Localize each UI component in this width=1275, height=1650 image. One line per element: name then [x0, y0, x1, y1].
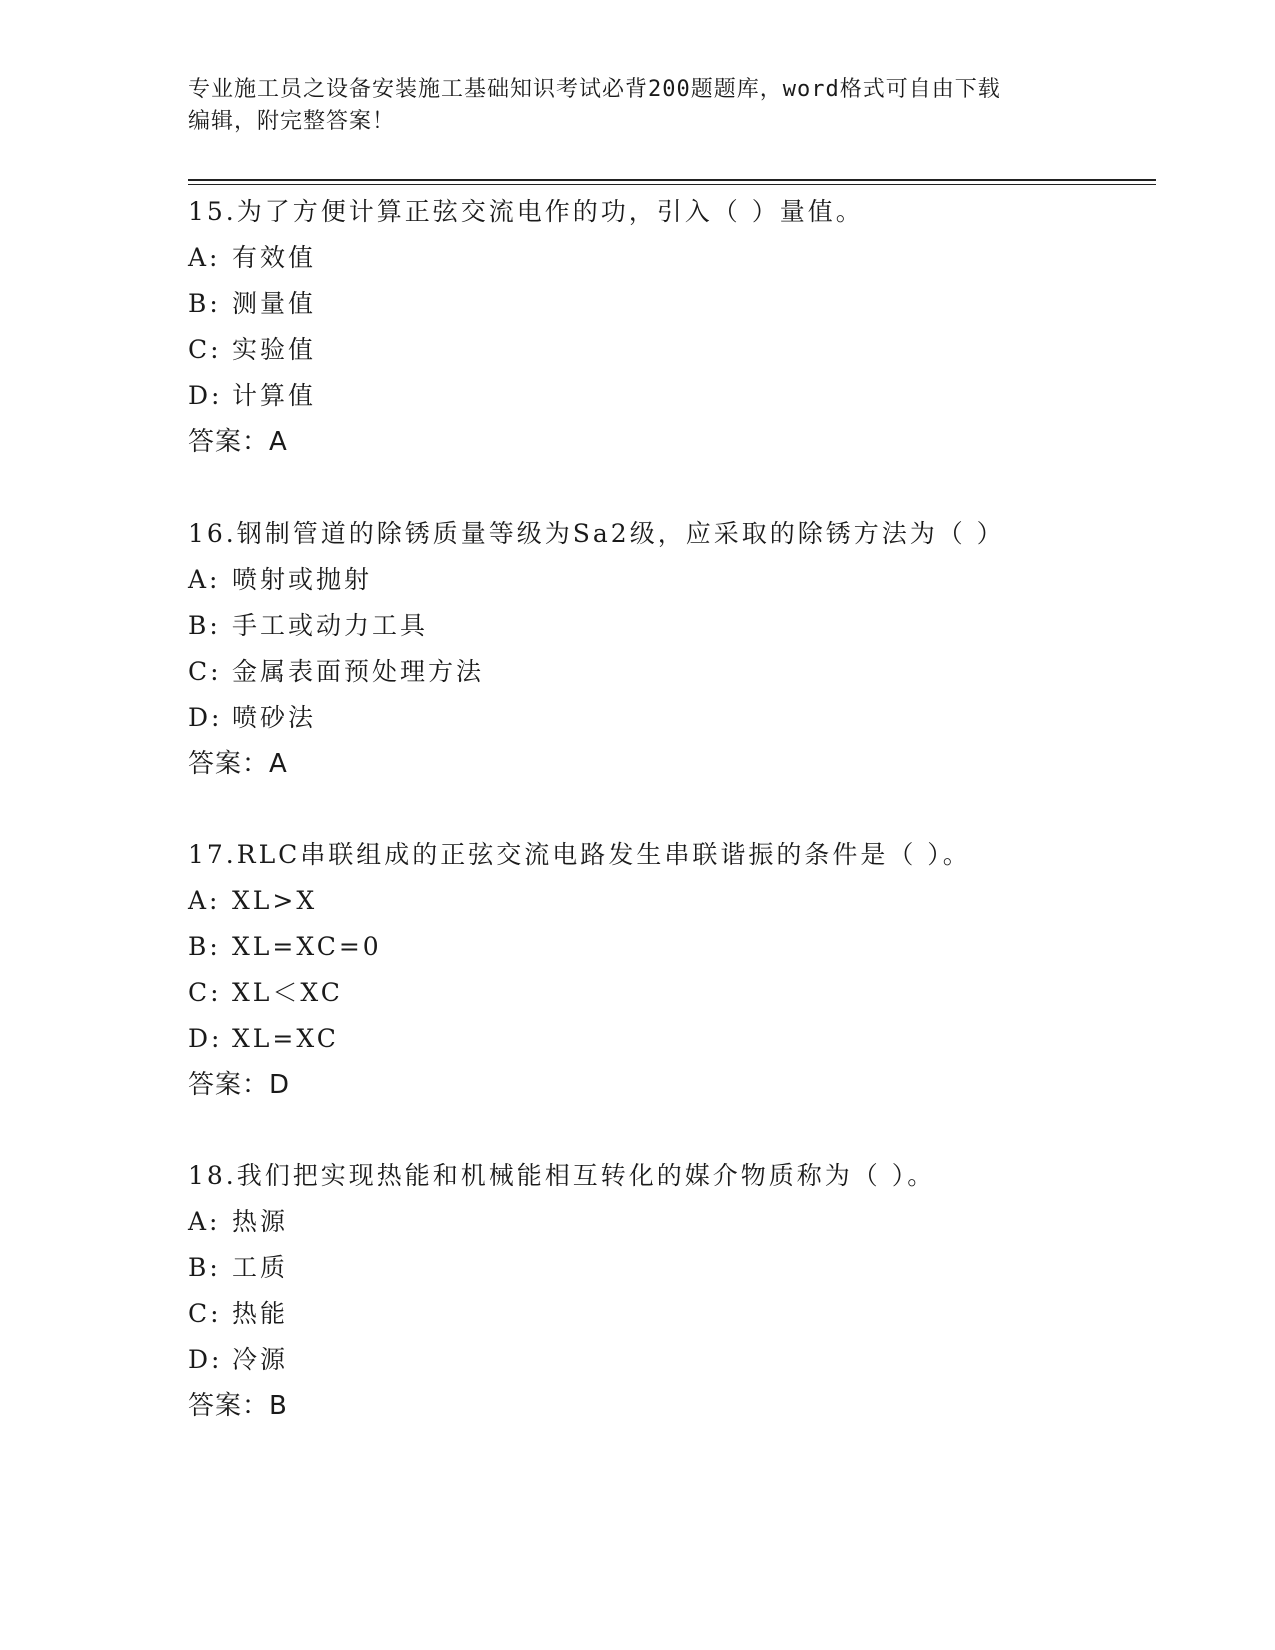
header-divider-thin: [188, 184, 1156, 185]
question-16: [188, 511, 1148, 787]
option-key: C:: [188, 978, 222, 1007]
option-a: [188, 557, 1148, 603]
option-text: 工质: [232, 1253, 289, 1282]
option-a: [188, 235, 1148, 281]
answer-line: [188, 419, 1148, 465]
option-key: A:: [188, 1207, 221, 1236]
option-text: 喷射或抛射: [232, 565, 373, 594]
option-key: D:: [188, 1024, 223, 1053]
option-text: 热能: [232, 1299, 289, 1328]
option-c: [188, 649, 1148, 695]
option-text: 热源: [232, 1207, 289, 1236]
question-18: [188, 1153, 1148, 1429]
option-key: B:: [188, 611, 221, 640]
option-text: XL=XC: [232, 1024, 339, 1053]
answer-label: 答案：: [188, 1070, 270, 1100]
option-text: 计算值: [232, 381, 317, 410]
header-divider-thick: [188, 179, 1156, 181]
option-b: [188, 281, 1148, 327]
option-text: 有效值: [232, 243, 317, 272]
option-b: [188, 1245, 1148, 1291]
option-key: C:: [188, 1299, 222, 1328]
option-key: D:: [188, 703, 223, 732]
option-a: [188, 878, 1148, 924]
option-key: A:: [188, 886, 221, 915]
option-key: B:: [188, 932, 221, 961]
option-text: XL＜XC: [232, 978, 343, 1007]
header-line-1: 专业施工员之设备安装施工基础知识考试必背200题题库，word格式可自由下载: [188, 77, 1001, 102]
option-d: [188, 373, 1148, 419]
option-text: 测量值: [232, 289, 317, 318]
option-key: D:: [188, 381, 223, 410]
question-15: [188, 189, 1148, 465]
option-key: A:: [188, 243, 221, 272]
answer-label: 答案：: [188, 427, 270, 457]
answer-value: D: [269, 1070, 291, 1100]
answer-value: A: [269, 749, 288, 779]
option-text: XL>X: [232, 886, 318, 915]
answer-line: [188, 741, 1148, 787]
option-key: B:: [188, 289, 221, 318]
option-c: [188, 327, 1148, 373]
question-title: 15.为了方便计算正弦交流电作的功，引入（ ）量值。: [188, 197, 864, 226]
option-text: 实验值: [232, 335, 317, 364]
option-text: 手工或动力工具: [232, 611, 429, 640]
question-title: 16.钢制管道的除锈质量等级为Sa2级，应采取的除锈方法为（ ）: [188, 519, 1005, 548]
option-key: C:: [188, 657, 222, 686]
answer-value: B: [269, 1391, 288, 1421]
header-line-2: 编辑，附完整答案！: [188, 109, 396, 134]
option-b: [188, 924, 1148, 970]
option-text: XL=XC=0: [232, 932, 382, 961]
option-text: 金属表面预处理方法: [232, 657, 485, 686]
option-c: [188, 970, 1148, 1016]
answer-label: 答案：: [188, 749, 270, 779]
option-a: [188, 1199, 1148, 1245]
answer-value: A: [269, 427, 288, 457]
question-title: 18.我们把实现热能和机械能相互转化的媒介物质称为（ ）。: [188, 1161, 936, 1190]
option-d: [188, 695, 1148, 741]
option-b: [188, 603, 1148, 649]
answer-label: 答案：: [188, 1391, 270, 1421]
option-c: [188, 1291, 1148, 1337]
answer-line: [188, 1383, 1148, 1429]
option-key: C:: [188, 335, 222, 364]
option-d: [188, 1337, 1148, 1383]
option-d: [188, 1016, 1148, 1062]
answer-line: [188, 1062, 1148, 1108]
option-key: A:: [188, 565, 221, 594]
question-title: 17.RLC串联组成的正弦交流电路发生串联谐振的条件是（ ）。: [188, 840, 971, 869]
option-key: D:: [188, 1345, 223, 1374]
option-text: 冷源: [232, 1345, 289, 1374]
option-text: 喷砂法: [232, 703, 317, 732]
document-header: [188, 74, 1088, 138]
option-key: B:: [188, 1253, 221, 1282]
question-17: [188, 832, 1148, 1108]
